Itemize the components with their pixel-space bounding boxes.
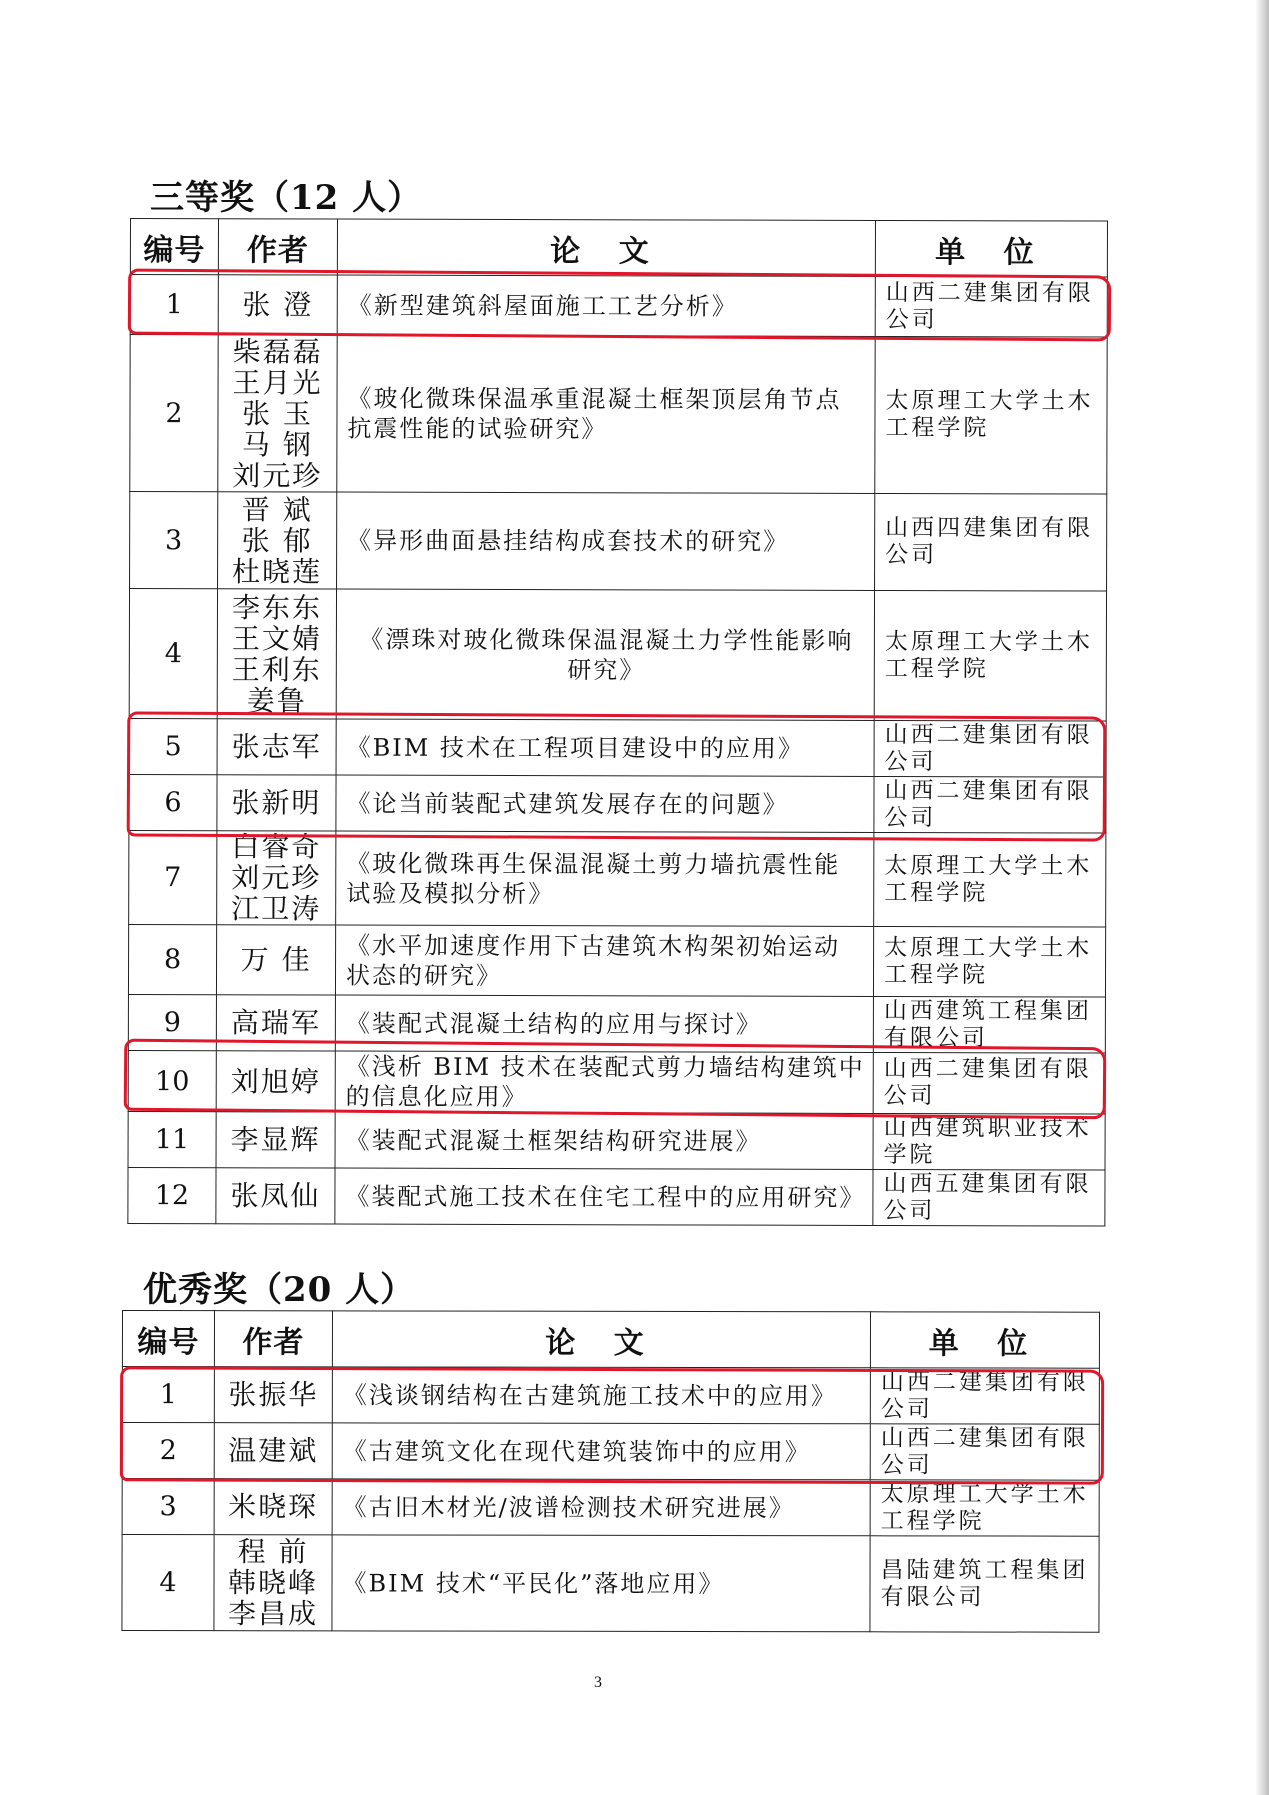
highlight-box-third-row-1 xyxy=(128,269,1111,342)
author-name: 杜晓莲 xyxy=(232,554,323,589)
row-authors xyxy=(217,589,336,719)
row-paper-title: 《水平加速度作用下古建筑木构架初始运动状态的研究》 xyxy=(335,925,873,996)
header-author: 作者 xyxy=(218,219,337,275)
page-number: 3 xyxy=(594,1674,602,1691)
row-unit: 山西四建集团有限公司 xyxy=(875,493,1107,591)
row-paper-title: 《装配式混凝土框架结构研究进展》 xyxy=(335,1112,873,1169)
highlight-box-third-rows-5-6 xyxy=(127,711,1107,841)
row-authors xyxy=(214,1479,332,1535)
row-paper-title: 《BIM 技术“平民化”落地应用》 xyxy=(332,1535,870,1632)
author-name: 程 前 xyxy=(237,1535,309,1569)
author-name: 万 佳 xyxy=(240,943,312,977)
author-name: 韩晓峰 xyxy=(227,1566,319,1600)
section-title-third-prize: 三等奖（12 人） xyxy=(150,178,423,218)
row-number: 12 xyxy=(128,1167,216,1223)
row-unit: 山西建筑职业技术学院 xyxy=(873,1113,1105,1170)
table-row xyxy=(130,335,1107,495)
author-name: 白睿奇 xyxy=(231,830,322,864)
header-author: 作者 xyxy=(214,1311,332,1367)
header-number: 编号 xyxy=(130,219,218,275)
row-paper-title: 《论当前装配式建筑发展存在的问题》 xyxy=(336,775,874,832)
row-authors xyxy=(214,1535,332,1631)
row-unit: 昌陆建筑工程集团有限公司 xyxy=(870,1536,1099,1632)
author-name: 张新明 xyxy=(231,786,322,820)
row-paper-title: 《装配式混凝土结构的应用与探讨》 xyxy=(335,995,873,1052)
row-paper-title: 《BIM 技术在工程项目建设中的应用》 xyxy=(336,719,874,776)
row-authors xyxy=(218,335,337,492)
row-number: 1 xyxy=(122,1367,214,1423)
row-unit: 山西二建集团有限公司 xyxy=(875,276,1107,337)
row-unit: 山西二建集团有限公司 xyxy=(870,1424,1099,1480)
page-edge-shadow xyxy=(1255,0,1269,1795)
table-header-row xyxy=(122,1311,1099,1369)
row-unit: 山西二建集团有限公司 xyxy=(874,720,1106,777)
row-number: 1 xyxy=(130,275,218,335)
row-authors xyxy=(216,925,335,995)
section-title-excellent-prize: 优秀奖（20 人） xyxy=(143,1270,416,1310)
author-name: 刘元珍 xyxy=(231,861,322,895)
row-unit: 太原理工大学土木工程学院 xyxy=(873,926,1105,997)
row-authors xyxy=(217,831,336,925)
header-paper: 论 文 xyxy=(332,1311,870,1368)
row-authors xyxy=(216,1168,335,1224)
author-name: 张凤仙 xyxy=(230,1179,321,1213)
author-name: 王月光 xyxy=(232,365,323,400)
author-name: 李昌成 xyxy=(227,1597,318,1631)
row-number: 6 xyxy=(129,774,217,830)
row-unit: 太原理工大学土木工程学院 xyxy=(874,590,1106,721)
row-number: 2 xyxy=(122,1423,214,1479)
author-name: 张志军 xyxy=(231,730,322,764)
table-row xyxy=(122,1479,1099,1537)
row-unit: 太原理工大学土木工程学院 xyxy=(870,1480,1099,1536)
author-name: 李显辉 xyxy=(230,1123,321,1157)
author-name: 张 郁 xyxy=(241,523,313,557)
author-name: 李东东 xyxy=(231,590,323,625)
row-number: 5 xyxy=(129,718,217,774)
table-row xyxy=(130,492,1107,592)
table-row xyxy=(129,589,1106,722)
row-number: 10 xyxy=(128,1050,216,1111)
author-name: 刘旭婷 xyxy=(230,1064,321,1099)
row-paper-title: 《玻化微珠保温承重混凝土框架顶层角节点抗震性能的试验研究》 xyxy=(337,335,875,493)
row-paper-title: 《异形曲面悬挂结构成套技术的研究》 xyxy=(337,492,875,590)
author-name: 马 钢 xyxy=(241,427,313,461)
author-name: 米晓琛 xyxy=(228,1490,319,1524)
author-name: 柴磊磊 xyxy=(232,334,323,369)
row-paper-title: 《装配式施工技术在住宅工程中的应用研究》 xyxy=(335,1168,873,1225)
author-name: 晋 斌 xyxy=(241,492,313,526)
header-unit: 单 位 xyxy=(875,220,1107,277)
row-number: 2 xyxy=(130,335,218,492)
row-unit: 太原理工大学土木工程学院 xyxy=(874,832,1106,927)
row-unit: 太原理工大学土木工程学院 xyxy=(875,336,1107,494)
table-row xyxy=(128,924,1105,997)
table-row xyxy=(129,830,1106,927)
author-name: 张 玉 xyxy=(241,396,313,430)
row-number: 3 xyxy=(122,1479,214,1535)
author-name: 温建斌 xyxy=(228,1434,319,1468)
row-number: 3 xyxy=(130,492,218,589)
row-number: 7 xyxy=(129,830,217,924)
row-unit: 山西五建集团有限公司 xyxy=(873,1169,1105,1226)
row-authors xyxy=(218,492,337,589)
author-name: 刘元珍 xyxy=(232,458,323,493)
row-authors xyxy=(216,1112,335,1168)
author-name: 王利东 xyxy=(231,652,322,687)
author-name: 姜鲁 xyxy=(246,683,307,717)
author-name: 江卫涛 xyxy=(231,892,322,926)
header-paper: 论 文 xyxy=(337,219,875,276)
highlight-box-third-row-10 xyxy=(124,1039,1107,1120)
table-header-row xyxy=(130,219,1107,278)
row-paper-title: 《玻化微珠再生保温混凝土剪力墙抗震性能试验及模拟分析》 xyxy=(336,831,874,926)
row-paper-title: 《浅析 BIM 技术在装配式剪力墙结构建筑中的信息化应用》 xyxy=(335,1051,873,1113)
highlight-box-excellent-rows-1-2 xyxy=(120,1366,1104,1484)
author-name: 高瑞军 xyxy=(230,1006,321,1040)
row-unit: 山西二建集团有限公司 xyxy=(870,1368,1099,1424)
author-name: 王文婧 xyxy=(231,621,322,656)
row-unit: 山西建筑工程集团有限公司 xyxy=(873,996,1105,1053)
row-number: 9 xyxy=(128,994,216,1050)
row-number: 4 xyxy=(129,589,217,719)
row-unit: 山西二建集团有限公司 xyxy=(874,776,1106,833)
header-unit: 单 位 xyxy=(870,1312,1099,1368)
table-row xyxy=(128,1111,1105,1170)
row-paper-title: 《浅谈钢结构在古建筑施工技术中的应用》 xyxy=(332,1367,870,1424)
row-paper-title: 《新型建筑斜屋面施工工艺分析》 xyxy=(337,275,875,336)
row-paper-title: 《漂珠对玻化微珠保温混凝土力学性能影响研究》 xyxy=(336,589,874,720)
header-number: 编号 xyxy=(122,1311,214,1367)
table-row xyxy=(128,1167,1105,1226)
row-number: 11 xyxy=(128,1111,216,1167)
row-paper-title: 《古旧木材光/波谱检测技术研究进展》 xyxy=(332,1479,870,1536)
row-number: 4 xyxy=(122,1535,214,1631)
author-name: 张 澄 xyxy=(242,288,314,322)
row-unit: 山西二建集团有限公司 xyxy=(873,1052,1105,1114)
row-number: 8 xyxy=(128,924,216,994)
table-row xyxy=(122,1535,1099,1633)
row-paper-title: 《古建筑文化在现代建筑装饰中的应用》 xyxy=(332,1423,870,1480)
author-name: 张振华 xyxy=(228,1378,319,1412)
